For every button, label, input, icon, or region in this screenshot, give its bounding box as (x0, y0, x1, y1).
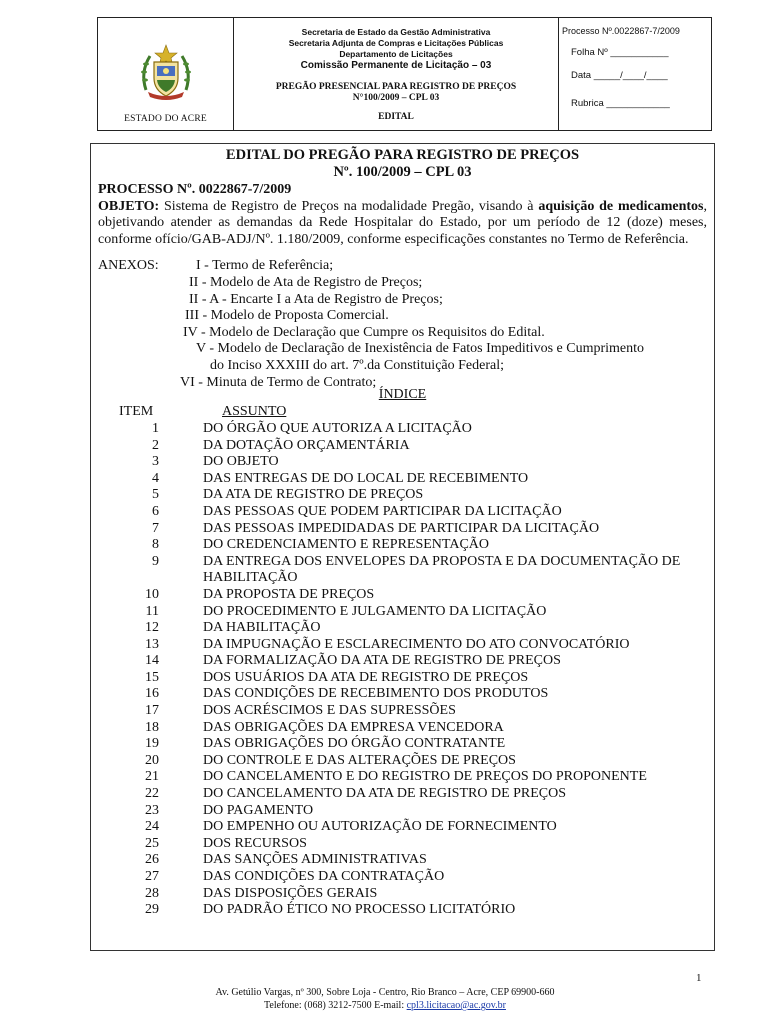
header-control-cell (559, 18, 711, 130)
anexo-item: IV - Modelo de Declaração que Cumpre os Requisitos do Edital. (183, 324, 545, 340)
table-row (98, 471, 707, 488)
table-row (98, 686, 707, 703)
table-row (98, 836, 707, 853)
table-row (98, 637, 707, 654)
item-number: 29 (145, 902, 159, 918)
table-row (98, 803, 707, 820)
item-number: 27 (145, 869, 159, 884)
item-subject: DAS CONDIÇÕES DA CONTRATAÇÃO (203, 869, 445, 884)
indice-header-row (98, 404, 707, 421)
item-number: 7 (152, 520, 159, 536)
table-row (98, 487, 707, 504)
item-number: 2 (152, 437, 159, 453)
folha-field: Folha Nº ___________ (571, 47, 669, 58)
item-subject: DA ENTREGA DOS ENVELOPES DA PROPOSTA E DA DOCUMENTAÇÃO DE HABILITAÇÃO (203, 553, 681, 586)
page-number: 1 (696, 972, 702, 984)
table-row (98, 769, 707, 786)
item-subject: DAS ENTREGAS DE DO LOCAL DE RECEBIMENTO (203, 470, 529, 486)
item-number: 1 (152, 420, 159, 436)
item-subject: DO ÓRGÃO QUE AUTORIZA A LICITAÇÃO (203, 420, 472, 436)
item-number: 21 (145, 769, 159, 785)
item-number: 25 (145, 835, 159, 851)
item-subject: DOS ACRÉSCIMOS E DAS SUPRESSÕES (203, 703, 456, 719)
indice-title: ÍNDICE (378, 387, 427, 403)
item-subject: DAS CONDIÇÕES DE RECEBIMENTO DOS PRODUTOS (203, 686, 549, 702)
item-number: 23 (145, 802, 159, 818)
item-number: 17 (145, 703, 159, 719)
footer-phone: Telefone: (068) 3212-7500 E-mail: (264, 1000, 407, 1011)
item-subject: DO PAGAMENTO (203, 802, 314, 818)
item-subject: DA PROPOSTA DE PREÇOS (203, 586, 375, 602)
table-row (98, 703, 707, 720)
state-name: ESTADO DO ACRE (124, 114, 207, 124)
item-number: 9 (152, 553, 159, 569)
rubrica-field: Rubrica ____________ (571, 98, 670, 109)
item-subject: DO CANCELAMENTO DA ATA DE REGISTRO DE PREÇOS (203, 786, 567, 802)
item-number: 3 (152, 454, 159, 470)
item-subject: DO PADRÃO ÉTICO NO PROCESSO LICITATÓRIO (203, 902, 516, 918)
item-subject: DA ATA DE REGISTRO DE PREÇOS (203, 487, 424, 503)
table-row (98, 819, 707, 836)
item-subject: DAS DISPOSIÇÕES GERAIS (203, 885, 378, 901)
anexo-item: I - Termo de Referência; (196, 258, 334, 274)
item-subject: DAS OBRIGAÇÕES DO ÓRGÃO CONTRATANTE (203, 736, 506, 752)
col-item-header: ITEM (119, 403, 154, 419)
item-number: 5 (152, 487, 159, 503)
document-title: EDITAL DO PREGÃO PARA REGISTRO DE PREÇOS (225, 147, 580, 163)
item-number: 12 (145, 620, 159, 636)
item-subject: DAS SANÇÕES ADMINISTRATIVAS (203, 852, 427, 868)
anexo-item: II - A - Encarte I a Ata de Registro de Preços; (189, 291, 443, 307)
anexo-item: V - Modelo de Declaração de Inexistência de Fatos Impeditivos e Cumprimento (196, 341, 644, 357)
item-number: 8 (152, 537, 159, 553)
table-row (98, 753, 707, 770)
item-subject: DO EMPENHO OU AUTORIZAÇÃO DE FORNECIMENTO (203, 819, 557, 835)
item-number: 16 (145, 686, 159, 702)
item-subject: DO PROCEDIMENTO E JULGAMENTO DA LICITAÇÃO (203, 603, 547, 619)
table-row (98, 454, 707, 471)
pregao-title: PREGÃO PRESENCIAL PARA REGISTRO DE PREÇOS (275, 82, 517, 92)
table-row (98, 554, 707, 587)
item-number: 18 (145, 719, 159, 735)
table-row (98, 421, 707, 438)
data-field: Data _____/____/____ (571, 70, 668, 81)
item-number: 13 (145, 636, 159, 652)
item-number: 26 (145, 852, 159, 868)
item-number: 28 (145, 885, 159, 901)
item-number: 24 (145, 819, 159, 835)
table-row (98, 902, 707, 919)
item-number: 10 (145, 586, 159, 602)
col-assunto-header: ASSUNTO (222, 403, 287, 419)
table-row (98, 869, 707, 886)
item-subject: DAS OBRIGAÇÕES DA EMPRESA VENCEDORA (203, 719, 504, 735)
processo-number: Processo Nº.0022867-7/2009 (562, 26, 680, 36)
table-row (98, 587, 707, 604)
pregao-number: N°100/2009 – CPL 03 (352, 93, 440, 103)
header-logo-cell (98, 18, 234, 130)
table-row (98, 537, 707, 554)
dept-line: Secretaria de Estado da Gestão Administrativa (301, 27, 491, 37)
item-number: 19 (145, 736, 159, 752)
header-title-cell (234, 18, 559, 130)
item-subject: DA FORMALIZAÇÃO DA ATA DE REGISTRO DE PREÇOS (203, 653, 561, 669)
table-row (98, 786, 707, 803)
item-subject: DA DOTAÇÃO ORÇAMENTÁRIA (203, 437, 410, 453)
anexo-item: II - Modelo de Ata de Registro de Preços; (189, 274, 423, 290)
edital-label: EDITAL (378, 112, 414, 122)
document-number: Nº. 100/2009 – CPL 03 (333, 164, 472, 180)
item-number: 15 (145, 669, 159, 685)
anexos-label: ANEXOS: (98, 258, 159, 274)
item-number: 4 (152, 470, 159, 486)
item-subject: DO CANCELAMENTO E DO REGISTRO DE PREÇOS DO PROPONENTE (203, 769, 647, 785)
dept-line: Secretaria Adjunta de Compras e Licitações Públicas (288, 38, 504, 48)
anexos-list (98, 258, 707, 390)
item-number: 6 (152, 503, 159, 519)
indice-rows (98, 421, 707, 919)
table-row (98, 438, 707, 455)
table-row (98, 620, 707, 637)
objeto-text: Sistema de Registro de Preços na modalidade Pregão, visando à (159, 198, 539, 214)
table-row (98, 720, 707, 737)
anexo-item: do Inciso XXXIII do art. 7º.da Constituição Federal; (210, 357, 504, 373)
item-number: 14 (145, 653, 159, 669)
item-number: 22 (145, 786, 159, 802)
table-row (98, 604, 707, 621)
table-row (98, 852, 707, 869)
item-subject: DAS PESSOAS QUE PODEM PARTICIPAR DA LICITAÇÃO (203, 503, 562, 519)
item-subject: DO CREDENCIAMENTO E REPRESENTAÇÃO (203, 537, 490, 553)
anexo-item: VI - Minuta de Termo de Contrato; (180, 374, 377, 390)
item-number: 20 (145, 752, 159, 768)
item-subject: DA HABILITAÇÃO (203, 620, 321, 636)
item-number: 11 (145, 603, 159, 619)
table-row (98, 886, 707, 903)
footer-address: Av. Getúlio Vargas, nº 300, Sobre Loja - Centro, Rio Branco – Acre, CEP 69900-660 (215, 987, 555, 998)
dept-line: Departamento de Licitações (339, 49, 453, 59)
table-row (98, 521, 707, 538)
item-subject: DA IMPUGNAÇÃO E ESCLARECIMENTO DO ATO CONVOCATÓRIO (203, 636, 630, 652)
dept-line: Comissão Permanente de Licitação – 03 (300, 60, 492, 71)
page-footer (0, 986, 770, 1012)
anexo-item: III - Modelo de Proposta Comercial. (185, 308, 389, 324)
objeto-label: OBJETO: (98, 198, 160, 214)
objeto-text: , objetivando atender as demandas da Rede Hospitalar do Estado, por um período de 12 (doze) meses, conforme ofício/GAB-ADJ/Nº. 1.180/2009, conforme especificações constantes no Termo de Referência. (98, 198, 707, 247)
table-row (98, 653, 707, 670)
item-subject: DAS PESSOAS IMPEDIDADAS DE PARTICIPAR DA LICITAÇÃO (203, 520, 600, 536)
table-row (98, 736, 707, 753)
edital-body (90, 143, 715, 951)
email-link[interactable]: cpl3.licitacao@ac.gov.br (406, 1000, 506, 1011)
item-subject: DO CONTROLE E DAS ALTERAÇÕES DE PREÇOS (203, 752, 516, 768)
document-header (97, 17, 712, 131)
item-subject: DOS RECURSOS (203, 835, 307, 851)
objeto-paragraph (98, 199, 707, 249)
table-row (98, 670, 707, 687)
objeto-highlight: aquisição de medicamentos (538, 198, 704, 214)
footer-contact (0, 999, 770, 1012)
item-subject: DOS USUÁRIOS DA ATA DE REGISTRO DE PREÇOS (203, 669, 529, 685)
item-subject: DO OBJETO (203, 454, 279, 470)
table-row (98, 504, 707, 521)
state-coat-of-arms-icon (136, 42, 196, 102)
processo-heading: PROCESSO Nº. 0022867-7/2009 (98, 182, 292, 197)
